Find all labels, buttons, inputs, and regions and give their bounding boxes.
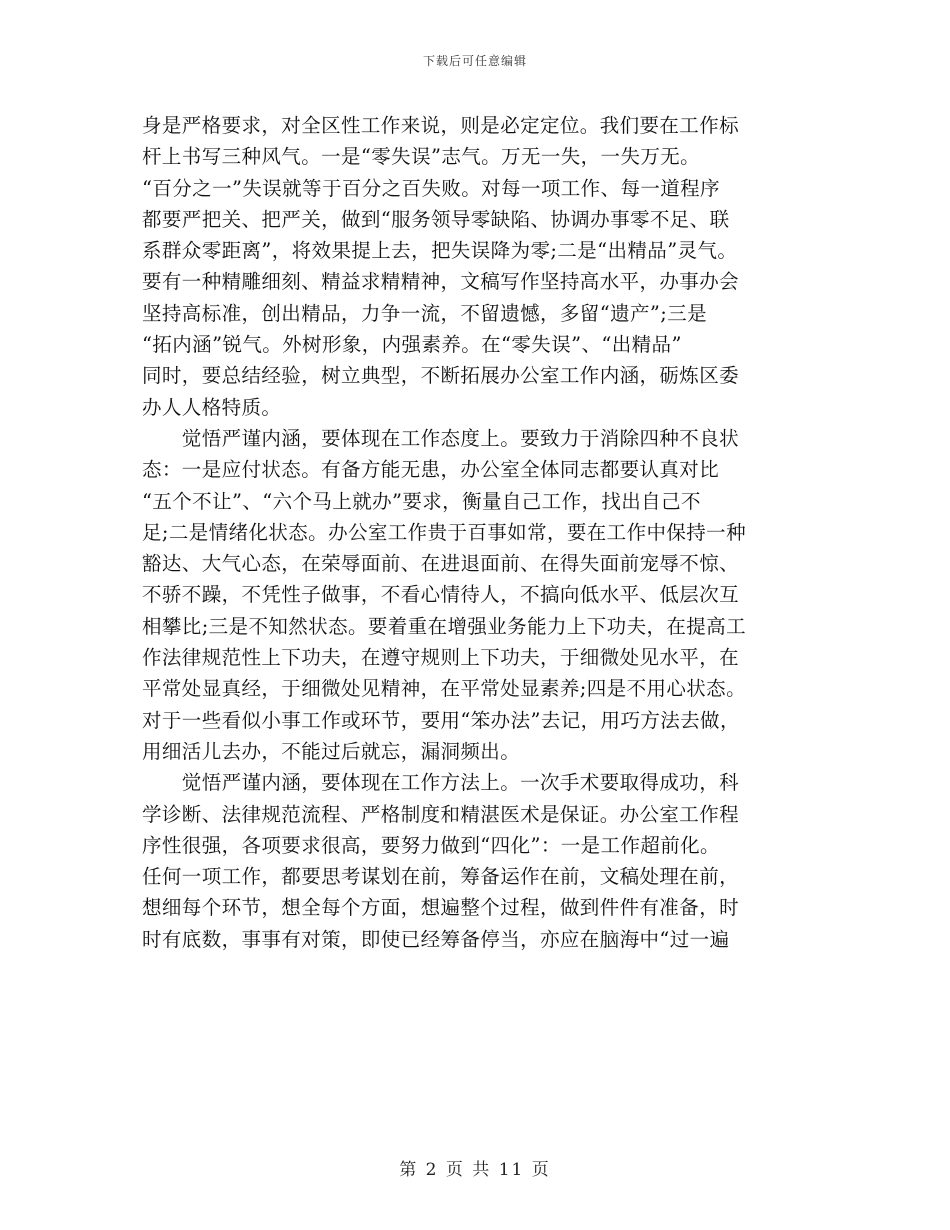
text-line: “百分之一”失误就等于百分之百失败。对每一项工作、每一道程序 bbox=[142, 176, 720, 200]
text-line: 作法律规范性上下功夫，在遵守规则上下功夫，于细微处见水平，在 bbox=[142, 646, 740, 670]
text-line: 觉悟严谨内涵，要体现在工作态度上。要致力于消除四种不良状 bbox=[142, 426, 740, 450]
text-line: 不骄不躁，不凭性子做事，不看心情待人，不搞向低水平、低层次互 bbox=[142, 583, 740, 607]
text-line: 同时，要总结经验，树立典型，不断拓展办公室工作内涵，砺炼区委 bbox=[142, 364, 740, 388]
text-line: 觉悟严谨内涵，要体现在工作方法上。一次手术要取得成功，科 bbox=[142, 771, 740, 795]
text-line: 杆上书写三种风气。一是“零失误”志气。万无一失，一失万无。 bbox=[142, 145, 701, 169]
text-line: 足;二是情绪化状态。办公室工作贵于百事如常，要在工作中保持一种 bbox=[142, 520, 746, 544]
text-line: 要有一种精雕细刻、精益求精精神，文稿写作坚持高水平，办事办会 bbox=[142, 270, 740, 294]
text-line: 系群众零距离”，将效果提上去，把失误降为零;二是“出精品”灵气。 bbox=[142, 239, 738, 263]
document-body bbox=[142, 110, 822, 955]
text-line: 序性很强，各项要求很高，要努力做到“四化”：一是工作超前化。 bbox=[142, 833, 720, 857]
text-line: 办人人格特质。 bbox=[142, 395, 282, 419]
text-line: 时有底数，事事有对策，即使已经筹备停当，亦应在脑海中“过一遍 bbox=[142, 927, 730, 951]
text-line: 想细每个环节，想全每个方面，想遍整个过程，做到件件有准备，时 bbox=[142, 896, 740, 920]
text-line: 用细活儿去办，不能过后就忘，漏洞频出。 bbox=[142, 739, 521, 763]
text-line: “拓内涵”锐气。外树形象，内强素养。在“零失误”、“出精品” bbox=[142, 333, 682, 357]
text-line: 对于一些看似小事工作或环节，要用“笨办法”去记，用巧方法去做， bbox=[142, 708, 740, 732]
text-line: 学诊断、法律规范流程、严格制度和精湛医术是保证。办公室工作程 bbox=[142, 802, 740, 826]
page-footer: 第 2 页 共 11 页 bbox=[399, 1160, 551, 1180]
text-line: 都要严把关、把严关，做到“服务领导零缺陷、协调办事零不足、联 bbox=[142, 207, 730, 231]
text-line: 豁达、大气心态，在荣辱面前、在进退面前、在得失面前宠辱不惊、 bbox=[142, 552, 740, 576]
text-line: 任何一项工作，都要思考谋划在前，筹备运作在前，文稿处理在前， bbox=[142, 865, 740, 889]
page-header: 下载后可任意编辑 bbox=[422, 54, 527, 68]
text-line: “五个不让”、“六个马上就办”要求，衡量自己工作，找出自己不 bbox=[142, 489, 701, 513]
text-line: 态：一是应付状态。有备方能无患，办公室全体同志都要认真对比 bbox=[142, 458, 720, 482]
text-line: 相攀比;三是不知然状态。要着重在增强业务能力上下功夫，在提高工 bbox=[142, 614, 746, 638]
text-line: 坚持高标准，创出精品，力争一流，不留遗憾，多留“遗产”;三是 bbox=[142, 301, 708, 325]
text-line: 平常处显真经，于细微处见精神，在平常处显素养;四是不用心状态。 bbox=[142, 677, 746, 701]
text-line: 身是严格要求，对全区性工作来说，则是必定定位。我们要在工作标 bbox=[142, 114, 740, 137]
